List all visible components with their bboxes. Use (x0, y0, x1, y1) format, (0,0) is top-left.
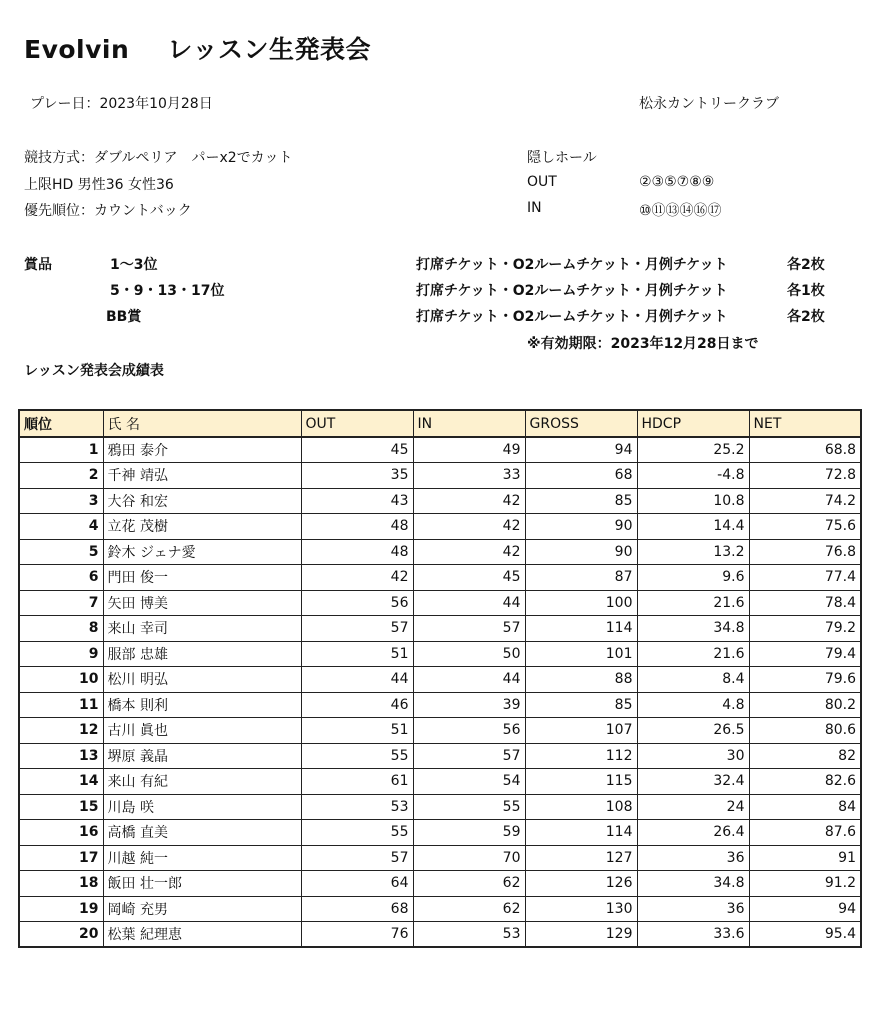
table-row (19, 616, 861, 642)
cell-in: 45 (413, 565, 525, 591)
cell-rank: 11 (19, 692, 103, 718)
table-row (19, 743, 861, 769)
cell-hdcp: 25.2 (637, 437, 749, 463)
cell-in: 44 (413, 667, 525, 693)
prize-quantity: 各2枚 (787, 309, 825, 325)
cell-hdcp: 26.5 (637, 718, 749, 744)
cell-rank: 18 (19, 871, 103, 897)
prize-item: 打席チケット・O2ルームチケット・月例チケット (416, 309, 728, 325)
hidden-holes-title: 隠しホール (527, 150, 597, 166)
table-row (19, 845, 861, 871)
cell-out: 55 (301, 820, 413, 846)
cell-rank: 2 (19, 463, 103, 489)
cell-net: 91 (749, 845, 861, 871)
cell-rank: 9 (19, 641, 103, 667)
cell-net: 84 (749, 794, 861, 820)
cell-gross: 127 (525, 845, 637, 871)
cell-hdcp: 26.4 (637, 820, 749, 846)
cell-gross: 108 (525, 794, 637, 820)
priority-rule: 優先順位：カウントバック (24, 203, 192, 219)
cell-hdcp: 4.8 (637, 692, 749, 718)
cell-gross: 90 (525, 539, 637, 565)
out-hidden-holes: ②③⑤⑦⑧⑨ (639, 174, 715, 190)
cell-gross: 68 (525, 463, 637, 489)
cell-out: 45 (301, 437, 413, 463)
cell-hdcp: 21.6 (637, 641, 749, 667)
cell-rank: 14 (19, 769, 103, 795)
cell-in: 55 (413, 794, 525, 820)
prize-place: BB賞 (106, 309, 142, 325)
cell-name: 古川 眞也 (103, 718, 301, 744)
cell-hdcp: 24 (637, 794, 749, 820)
cell-name: 飯田 壮一郎 (103, 871, 301, 897)
cell-in: 59 (413, 820, 525, 846)
cell-in: 54 (413, 769, 525, 795)
cell-gross: 85 (525, 692, 637, 718)
prize-item: 打席チケット・O2ルームチケット・月例チケット (416, 257, 728, 273)
cell-out: 42 (301, 565, 413, 591)
prizes-label: 賞品 (24, 257, 52, 273)
header-gross: GROSS (525, 410, 637, 437)
table-row (19, 539, 861, 565)
cell-gross: 94 (525, 437, 637, 463)
table-row (19, 769, 861, 795)
cell-net: 74.2 (749, 488, 861, 514)
header-net: NET (749, 410, 861, 437)
cell-name: 鴉田 泰介 (103, 437, 301, 463)
cell-net: 79.2 (749, 616, 861, 642)
cell-hdcp: 34.8 (637, 871, 749, 897)
cell-gross: 107 (525, 718, 637, 744)
cell-name: 岡崎 充男 (103, 896, 301, 922)
table-row (19, 922, 861, 948)
cell-hdcp: 13.2 (637, 539, 749, 565)
cell-hdcp: 32.4 (637, 769, 749, 795)
cell-name: 門田 俊一 (103, 565, 301, 591)
cell-gross: 101 (525, 641, 637, 667)
cell-gross: 114 (525, 616, 637, 642)
cell-gross: 112 (525, 743, 637, 769)
cell-out: 44 (301, 667, 413, 693)
cell-gross: 88 (525, 667, 637, 693)
cell-rank: 4 (19, 514, 103, 540)
cell-net: 68.8 (749, 437, 861, 463)
header-out: OUT (301, 410, 413, 437)
cell-out: 53 (301, 794, 413, 820)
cell-hdcp: 34.8 (637, 616, 749, 642)
cell-in: 62 (413, 871, 525, 897)
cell-out: 76 (301, 922, 413, 948)
cell-out: 35 (301, 463, 413, 489)
prize-item: 打席チケット・O2ルームチケット・月例チケット (416, 283, 728, 299)
cell-hdcp: 8.4 (637, 667, 749, 693)
cell-in: 50 (413, 641, 525, 667)
cell-rank: 10 (19, 667, 103, 693)
cell-gross: 130 (525, 896, 637, 922)
venue: 松永カントリークラブ (639, 96, 779, 112)
cell-name: 川島 咲 (103, 794, 301, 820)
cell-rank: 13 (19, 743, 103, 769)
header-hdcp: HDCP (637, 410, 749, 437)
cell-name: 川越 純一 (103, 845, 301, 871)
cell-rank: 20 (19, 922, 103, 948)
cell-name: 橋本 則利 (103, 692, 301, 718)
table-row (19, 718, 861, 744)
cell-gross: 87 (525, 565, 637, 591)
cell-out: 55 (301, 743, 413, 769)
cell-in: 57 (413, 743, 525, 769)
cell-name: 松川 明弘 (103, 667, 301, 693)
cell-gross: 126 (525, 871, 637, 897)
cell-in: 39 (413, 692, 525, 718)
prize-place: 1～3位 (110, 257, 158, 273)
brand-name: Evolvin (24, 35, 130, 64)
cell-hdcp: 14.4 (637, 514, 749, 540)
cell-name: 高橋 直美 (103, 820, 301, 846)
cell-net: 75.6 (749, 514, 861, 540)
cell-rank: 3 (19, 488, 103, 514)
cell-net: 77.4 (749, 565, 861, 591)
table-header-row (19, 410, 861, 437)
cell-name: 矢田 博美 (103, 590, 301, 616)
table-row (19, 871, 861, 897)
results-title: レッスン発表会成績表 (24, 363, 164, 379)
cell-out: 57 (301, 845, 413, 871)
cell-hdcp: 9.6 (637, 565, 749, 591)
cell-hdcp: 36 (637, 896, 749, 922)
cell-net: 79.4 (749, 641, 861, 667)
cell-hdcp: 33.6 (637, 922, 749, 948)
cell-out: 64 (301, 871, 413, 897)
cell-rank: 6 (19, 565, 103, 591)
cell-rank: 7 (19, 590, 103, 616)
cell-hdcp: 30 (637, 743, 749, 769)
cell-in: 70 (413, 845, 525, 871)
table-row (19, 794, 861, 820)
cell-in: 53 (413, 922, 525, 948)
table-row (19, 667, 861, 693)
cell-in: 42 (413, 488, 525, 514)
results-table (18, 409, 862, 948)
cell-gross: 115 (525, 769, 637, 795)
cell-rank: 17 (19, 845, 103, 871)
table-row (19, 820, 861, 846)
cell-hdcp: 36 (637, 845, 749, 871)
play-date: プレー日：2023年10月28日 (30, 96, 213, 112)
cell-name: 大谷 和宏 (103, 488, 301, 514)
cell-net: 72.8 (749, 463, 861, 489)
prize-expiry-note: ※有効期限：2023年12月28日まで (527, 336, 759, 352)
cell-gross: 129 (525, 922, 637, 948)
cell-out: 61 (301, 769, 413, 795)
cell-in: 42 (413, 514, 525, 540)
cell-net: 76.8 (749, 539, 861, 565)
cell-name: 立花 茂樹 (103, 514, 301, 540)
table-row (19, 692, 861, 718)
cell-in: 57 (413, 616, 525, 642)
cell-net: 78.4 (749, 590, 861, 616)
prize-quantity: 各2枚 (787, 257, 825, 273)
cell-net: 91.2 (749, 871, 861, 897)
cell-net: 79.6 (749, 667, 861, 693)
cell-rank: 15 (19, 794, 103, 820)
cell-gross: 114 (525, 820, 637, 846)
cell-out: 51 (301, 641, 413, 667)
cell-name: 来山 幸司 (103, 616, 301, 642)
cell-name: 服部 忠雄 (103, 641, 301, 667)
table-row (19, 437, 861, 463)
cell-net: 95.4 (749, 922, 861, 948)
cell-out: 68 (301, 896, 413, 922)
cell-net: 87.6 (749, 820, 861, 846)
cell-out: 51 (301, 718, 413, 744)
prize-place: 5・9・13・17位 (110, 283, 225, 299)
cell-in: 44 (413, 590, 525, 616)
cell-name: 鈴木 ジェナ愛 (103, 539, 301, 565)
cell-hdcp: -4.8 (637, 463, 749, 489)
cell-rank: 16 (19, 820, 103, 846)
table-row (19, 514, 861, 540)
cell-gross: 100 (525, 590, 637, 616)
cell-name: 堺原 義晶 (103, 743, 301, 769)
cell-rank: 19 (19, 896, 103, 922)
cell-out: 48 (301, 539, 413, 565)
cell-in: 56 (413, 718, 525, 744)
table-row (19, 590, 861, 616)
cell-rank: 1 (19, 437, 103, 463)
handicap-limit: 上限HD 男性36 女性36 (24, 177, 174, 193)
table-row (19, 463, 861, 489)
out-label: OUT (527, 174, 557, 190)
cell-net: 80.6 (749, 718, 861, 744)
table-row (19, 488, 861, 514)
in-hidden-holes: ⑩⑪⑬⑭⑯⑰ (639, 203, 722, 219)
header-name: 氏 名 (103, 410, 301, 437)
cell-name: 千神 靖弘 (103, 463, 301, 489)
table-row (19, 565, 861, 591)
header-in: IN (413, 410, 525, 437)
cell-hdcp: 21.6 (637, 590, 749, 616)
cell-out: 48 (301, 514, 413, 540)
competition-format: 競技方式：ダブルペリア パーx2でカット (24, 150, 293, 166)
event-name: レッスン生発表会 (167, 35, 372, 64)
cell-out: 43 (301, 488, 413, 514)
cell-name: 松葉 紀理恵 (103, 922, 301, 948)
table-row (19, 896, 861, 922)
in-label: IN (527, 200, 542, 216)
cell-rank: 8 (19, 616, 103, 642)
cell-out: 57 (301, 616, 413, 642)
cell-net: 80.2 (749, 692, 861, 718)
table-row (19, 641, 861, 667)
cell-name: 来山 有紀 (103, 769, 301, 795)
cell-out: 46 (301, 692, 413, 718)
cell-rank: 5 (19, 539, 103, 565)
cell-gross: 90 (525, 514, 637, 540)
cell-net: 82 (749, 743, 861, 769)
cell-hdcp: 10.8 (637, 488, 749, 514)
header-rank: 順位 (19, 410, 103, 437)
cell-net: 82.6 (749, 769, 861, 795)
cell-in: 33 (413, 463, 525, 489)
cell-in: 42 (413, 539, 525, 565)
cell-in: 62 (413, 896, 525, 922)
prize-quantity: 各1枚 (787, 283, 825, 299)
cell-net: 94 (749, 896, 861, 922)
cell-out: 56 (301, 590, 413, 616)
cell-in: 49 (413, 437, 525, 463)
cell-gross: 85 (525, 488, 637, 514)
page-title (24, 30, 371, 66)
cell-rank: 12 (19, 718, 103, 744)
